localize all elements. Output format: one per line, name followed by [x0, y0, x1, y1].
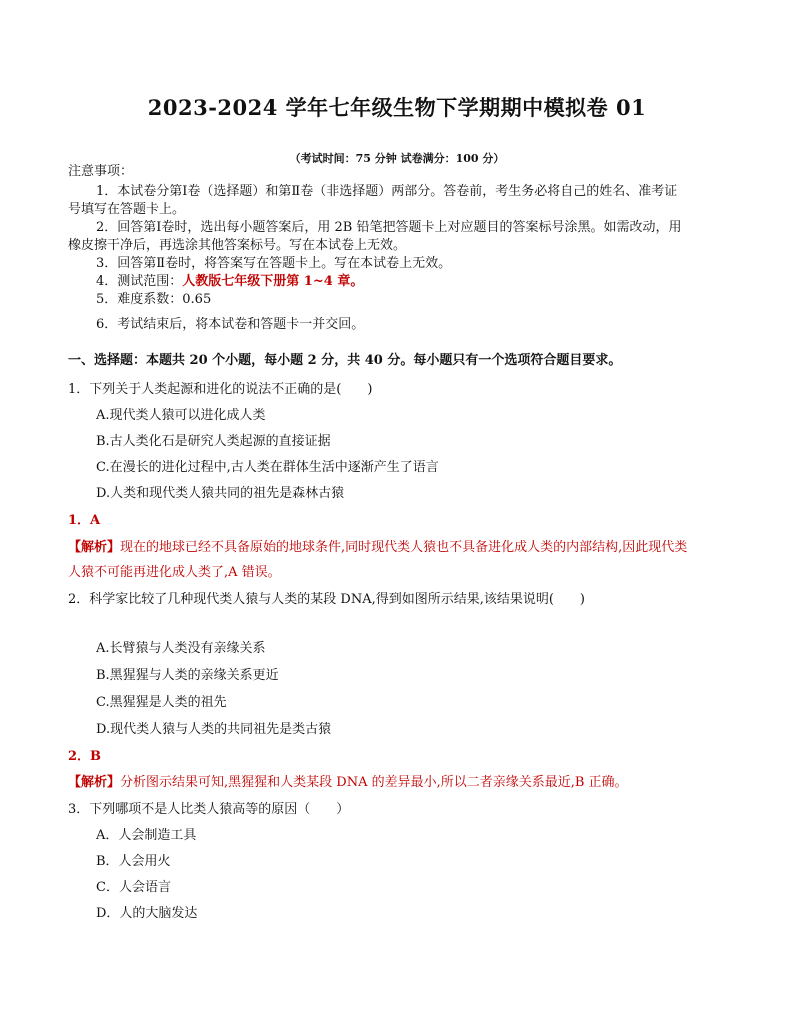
- question-1-option-c: C.在漫长的进化过程中,古人类在群体生活中逐渐产生了语言: [96, 460, 439, 475]
- notice-item-1-line-1: 1．本试卷分第Ⅰ卷（选择题）和第Ⅱ卷（非选择题）两部分。答卷前，考生务必将自己的姓名、准考证: [96, 184, 678, 199]
- notice-heading: 注意事项：: [68, 164, 134, 179]
- question-2-option-d: D.现代类人猿与人类的共同祖先是类古猿: [96, 722, 332, 737]
- question-2-stem: 2．科学家比较了几种现代类人猿与人类的某段 DNA,得到如图所示结果,该结果说明( ): [68, 592, 585, 607]
- question-1-analysis-text: 现在的地球已经不具备原始的地球条件,同时现代类人猿也不具备进化成人类的内部结构,因此现代类: [120, 540, 688, 555]
- question-3-option-a: A．人会制造工具: [96, 828, 197, 843]
- notice-item-6: 6．考试结束后，将本试卷和答题卡一并交回。: [96, 317, 365, 332]
- question-2-option-c: C.黑猩猩是人类的祖先: [96, 695, 227, 710]
- question-2-analysis-label: 【解析】: [68, 775, 121, 790]
- question-1-analysis-line-2: 人猿不可能再进化成人类了,A 错误。: [68, 565, 281, 580]
- question-3-option-d: D．人的大脑发达: [96, 906, 198, 921]
- question-3-option-c: C．人会语言: [96, 880, 171, 895]
- notice-item-3: 3．回答第Ⅱ卷时，将答案写在答题卡上。写在本试卷上无效。: [96, 256, 452, 271]
- question-1-answer: 1．A: [68, 513, 101, 528]
- notice-item-4-scope: 人教版七年级下册第 1~4 章。: [182, 274, 364, 289]
- exam-subtitle: （考试时间：75 分钟 试卷满分：100 分）: [289, 152, 505, 165]
- question-3-stem: 3．下列哪项不是人比类人猿高等的原因（ ）: [68, 802, 350, 817]
- question-3-option-b: B．人会用火: [96, 854, 171, 869]
- exam-title: 2023-2024 学年七年级生物下学期期中模拟卷 01: [147, 95, 647, 120]
- question-2-option-a: A.长臂猿与人类没有亲缘关系: [96, 641, 266, 656]
- question-2-option-b: B.黑猩猩与人类的亲缘关系更近: [96, 668, 279, 683]
- notice-item-4: [96, 273, 363, 291]
- question-1-option-a: A.现代类人猿可以进化成人类: [96, 408, 266, 423]
- notice-item-4-prefix: 4．测试范围：: [96, 274, 183, 289]
- notice-item-1-line-2: 号填写在答题卡上。: [68, 202, 186, 217]
- question-1-analysis-label: 【解析】: [68, 540, 121, 555]
- notice-item-5: 5．难度系数：0.65: [96, 292, 212, 307]
- question-1-analysis-line-1: [68, 539, 687, 557]
- section-1-heading: 一、选择题：本题共 20 个小题，每小题 2 分，共 40 分。每小题只有一个选项符合题目要求。: [68, 353, 622, 368]
- question-2-answer: 2．B: [68, 749, 102, 764]
- question-2-analysis-text: 分析图示结果可知,黑猩猩和人类某段 DNA 的差异最小,所以二者亲缘关系最近,B 正确。: [120, 775, 628, 790]
- question-1-option-b: B.古人类化石是研究人类起源的直接证据: [96, 434, 331, 449]
- notice-item-2-line-1: 2．回答第Ⅰ卷时，选出每小题答案后，用 2B 铅笔把答题卡上对应题目的答案标号涂黑。如需改动，用: [96, 220, 682, 235]
- notice-item-2-line-2: 橡皮擦干净后，再选涂其他答案标号。写在本试卷上无效。: [68, 238, 407, 253]
- question-1-option-d: D.人类和现代类人猿共同的祖先是森林古猿: [96, 486, 345, 501]
- question-1-stem: 1．下列关于人类起源和进化的说法不正确的是( ): [68, 382, 373, 397]
- question-2-analysis-line-1: [68, 774, 628, 792]
